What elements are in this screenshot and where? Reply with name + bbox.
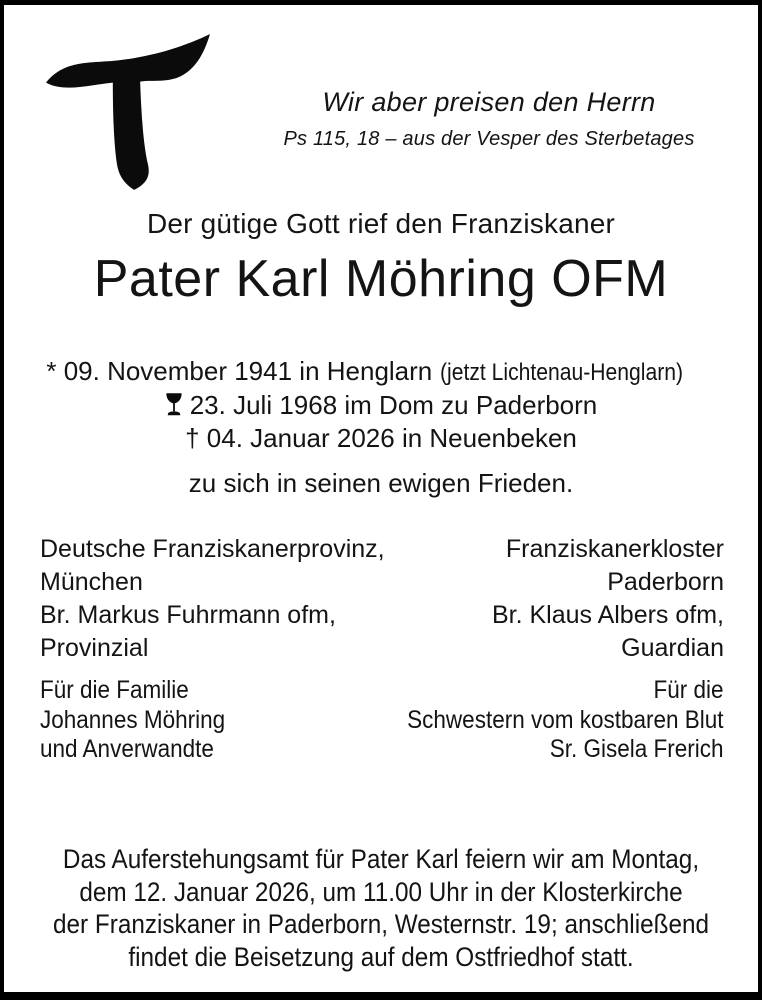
deceased-name: Pater Karl Möhring OFM: [93, 250, 669, 308]
closing-line: zu sich in seinen ewigen Frieden.: [188, 468, 574, 498]
intro-line: Der gütige Gott rief den Franziskaner: [146, 208, 616, 239]
province-line: Provinzial: [40, 634, 149, 662]
sisters-line: Sr. Gisela Frerich: [550, 735, 724, 763]
motto-text: Wir aber preisen den Herrn: [322, 87, 656, 117]
birth-line: [4, 355, 758, 389]
motto-block: [242, 87, 736, 151]
tau-cross-icon: [44, 31, 212, 193]
chalice-icon: [165, 391, 183, 417]
mourner-family: [40, 676, 225, 765]
friary-line: Paderborn: [607, 568, 724, 596]
sisters-line: Schwestern vom kostbaren Blut: [407, 705, 724, 734]
friary-line: Franziskanerkloster: [505, 535, 724, 563]
province-line: Br. Markus Fuhrmann ofm,: [40, 601, 336, 629]
funeral-line: der Franziskaner in Paderborn, Westernstr. 19; anschließend: [53, 909, 709, 939]
mourner-friary: [492, 533, 724, 665]
province-line: München: [40, 568, 143, 596]
funeral-announcement: [42, 843, 721, 973]
birth-text: * 09. November 1941 in Henglarn: [46, 356, 433, 386]
birth-note: (jetzt Lichtenau-Henglarn): [439, 359, 683, 386]
funeral-line: dem 12. Januar 2026, um 11.00 Uhr in der Klosterkirche: [79, 876, 683, 907]
motto-source: Ps 115, 18 – aus der Vesper des Sterbetages: [283, 128, 695, 150]
sisters-line: Für die: [653, 676, 724, 704]
friary-line: Guardian: [621, 634, 724, 662]
ordination-line: [4, 389, 758, 422]
family-line: Johannes Möhring: [40, 705, 226, 734]
funeral-line: Das Auferstehungsamt für Pater Karl feiern wir am Montag,: [62, 844, 700, 874]
family-line: Für die Familie: [40, 676, 189, 704]
mourners-row-family: [40, 676, 724, 765]
funeral-line: findet die Beisetzung auf dem Ostfriedhof statt.: [128, 941, 634, 972]
province-line: Deutsche Franziskanerprovinz,: [40, 535, 385, 563]
ordination-text: 23. Juli 1968 im Dom zu Paderborn: [189, 390, 598, 420]
dates-block: [4, 355, 758, 455]
family-line: und Anverwandte: [40, 735, 214, 763]
death-line: † 04. Januar 2026 in Neuenbeken: [185, 423, 577, 453]
friary-line: Br. Klaus Albers ofm,: [491, 601, 724, 629]
mourners-row-institutions: [40, 533, 724, 665]
mourner-sisters: [408, 676, 724, 765]
mourner-province: [40, 533, 385, 665]
